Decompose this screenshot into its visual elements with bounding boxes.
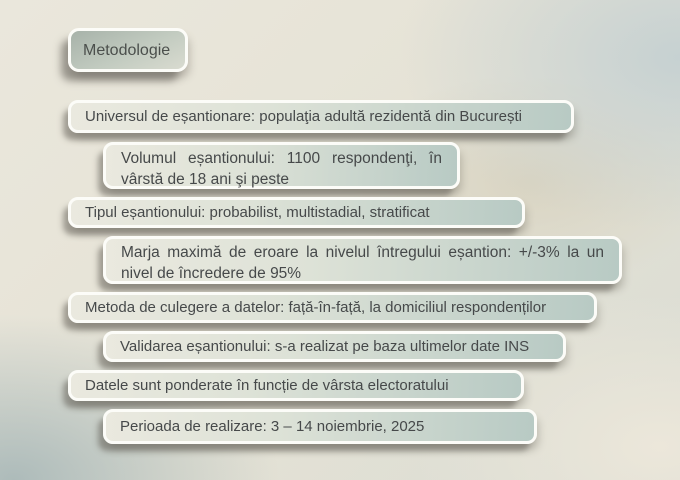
page-title: Metodologie (68, 28, 188, 72)
item-data-collection-method: Metoda de culegere a datelor: față-în-față, la domiciliul respondenților (68, 292, 597, 323)
item-sample-validation: Validarea eșantionului: s-a realizat pe baza ultimelor date INS (103, 331, 566, 362)
item-sample-volume: Volumul eșantionului: 1100 respondenţi, în vârstă de 18 ani şi peste (103, 142, 460, 189)
item-survey-period: Perioada de realizare: 3 – 14 noiembrie, 2025 (103, 409, 537, 444)
item-sampling-universe: Universul de eșantionare: populaţia adultă rezidentă din București (68, 100, 574, 133)
item-data-weighting: Datele sunt ponderate în funcție de vârsta electoratului (68, 370, 524, 401)
item-error-margin: Marja maximă de eroare la nivelul întregului eșantion: +/-3% la un nivel de încredere de 95% (103, 236, 622, 284)
item-sample-type: Tipul eșantionului: probabilist, multistadial, stratificat (68, 197, 525, 228)
